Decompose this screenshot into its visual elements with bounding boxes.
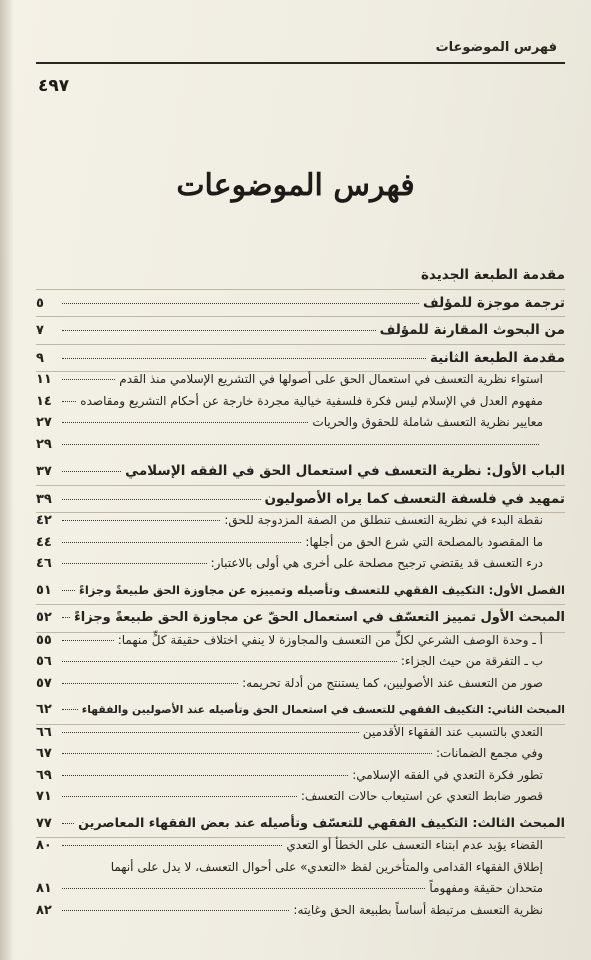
toc-entry-label: درء التعسف قد يقتضي ترجيح مصلحة على أخرى هي أولى بالاعتبار:: [210, 556, 543, 570]
toc-entry-label: صور من التعسف عند الأصوليين، كما يستنتج من أدلة تحريمه:: [242, 675, 543, 690]
toc-entry-label: استواء نظرية التعسف في استعمال الحق على أصولها في التشريع الإسلامي منذ القدم: [119, 372, 543, 386]
toc-entry-label: معايير نظرية التعسف شاملة للحقوق والحريات: [312, 415, 543, 429]
toc-entry-label: الباب الأول: نظرية التعسف في استعمال الحق في الفقه الإسلامي: [125, 463, 565, 479]
toc-entry-page: ٥٦: [36, 654, 52, 669]
toc-entry-label: التعدي بالتسبب عند الفقهاء الأقدمين: [362, 724, 543, 739]
dot-leader: [62, 823, 74, 824]
dot-leader: [62, 401, 76, 402]
dot-leader: [62, 499, 261, 500]
toc-entry: [36, 267, 565, 290]
toc-entry: [36, 633, 565, 655]
dot-leader: [62, 845, 282, 846]
toc-entry-page: ٦٩: [36, 767, 52, 783]
toc-entry-label: أ ـ وحدة الوصف الشرعي لكلٍّ من التعسف والمجاوزة لا ينفي اختلاف حقيقة كلٍّ منهما:: [117, 632, 543, 647]
page-gutter-shadow: [0, 0, 14, 960]
toc-entry-page: ٥٢: [36, 610, 52, 625]
toc-entry-label: إطلاق الفقهاء القدامى والمتأخرين لفظ «التعدي» على أحوال التعسف، لا يدل على أنهما: [110, 859, 543, 874]
toc-entry-label: المبحث الثاني: التكييف الفقهي للتعسف في استعمال الحق وتأصيله عند الأصوليين والفقهاء: [81, 703, 565, 716]
running-header-title: فهرس الموضوعات: [435, 40, 557, 55]
toc-entry-label: من البحوث المقارنة للمؤلف: [379, 322, 565, 338]
toc-entry-label: مقدمة الطبعة الجديدة: [420, 267, 565, 283]
toc-entry-label: مفهوم العدل في الإسلام ليس فكرة فلسفية خيالية مجردة خارجة عن أحكام التشريع ومقاصده: [80, 393, 543, 408]
dot-leader: [62, 590, 75, 591]
dot-leader: [62, 888, 425, 889]
toc-entry-page: ٣٩: [36, 491, 52, 507]
dot-leader: [62, 796, 297, 797]
toc-entry: [36, 415, 565, 437]
dot-leader: [62, 617, 70, 618]
toc-entry-label: مقدمة الطبعة الثانية: [429, 349, 565, 366]
toc-entry: [36, 610, 565, 633]
toc-entry: [36, 903, 565, 925]
toc-entry: [36, 702, 565, 725]
toc-entry-label: تمهيد في فلسفة التعسف كما يراه الأصوليون: [264, 490, 565, 507]
toc-entry-page: ٧٧: [36, 815, 52, 831]
dot-leader: [62, 303, 419, 304]
toc-entry-page: ١٤: [36, 393, 52, 409]
dot-leader: [62, 444, 539, 445]
toc-entry-label: ترجمة موجزة للمؤلف: [423, 294, 565, 311]
toc-entry: [36, 881, 565, 903]
page-number: ٤٩٧: [38, 76, 70, 96]
toc-entry: [36, 583, 565, 606]
dot-leader: [62, 422, 308, 423]
toc-entry: [36, 491, 565, 514]
toc-entry-page: ٧١: [36, 789, 52, 804]
toc-entry-label: نقطة البدء في نظرية التعسف تنطلق من الصفة المزدوجة للحق:: [224, 513, 543, 527]
dot-leader: [62, 471, 121, 472]
toc-entry: [36, 654, 565, 676]
toc-entry-label: متحدان حقيقة ومفهوماً: [429, 881, 543, 895]
toc-entry-page: ٦٦: [36, 724, 52, 740]
toc-entry: [36, 372, 565, 394]
toc-entry-label: قصور ضابط التعدي عن استيعاب حالات التعسف:: [300, 789, 543, 803]
toc-entry-label: نظرية التعسف مرتبطة أساساً بطبيعة الحق وغايته:: [293, 902, 543, 917]
toc-entry-page: ٤٦: [36, 556, 52, 571]
toc-entry-page: ٢٧: [36, 415, 52, 430]
toc-entry-label: المبحث الثالث: التكييف الفقهي للتعسّف وتأصيله عند بعض الفقهاء المعاصرين: [78, 815, 565, 831]
toc-entry-label: ب ـ التفرقة من حيث الجزاء:: [400, 654, 543, 668]
dot-leader: [62, 379, 115, 380]
dot-leader: [62, 775, 348, 776]
page-title: فهرس الموضوعات: [176, 168, 415, 203]
dot-leader: [62, 732, 359, 733]
dot-leader: [62, 753, 432, 754]
toc-entry-label: وفي مجمع الضمانات:: [436, 746, 543, 760]
dot-leader: [62, 640, 114, 641]
toc-entry: [36, 556, 565, 578]
toc-entry-page: ٥٧: [36, 675, 52, 691]
toc-entry: [36, 860, 565, 882]
toc-entry: [36, 768, 565, 790]
dot-leader: [62, 683, 238, 684]
dot-leader: [62, 910, 289, 911]
toc-entry-page: ٢٩: [36, 436, 52, 452]
toc-entry-page: ١١: [36, 372, 52, 387]
toc-entry: [36, 725, 565, 747]
dot-leader: [62, 520, 220, 521]
dot-leader: [62, 330, 376, 331]
dot-leader: [62, 542, 301, 543]
dot-leader: [62, 661, 397, 662]
toc-entry: [36, 746, 565, 768]
toc-entry: [36, 350, 565, 373]
toc-entry: [36, 789, 565, 811]
toc-entry: [36, 513, 565, 535]
toc-entry-page: ٨٢: [36, 902, 52, 918]
toc-entry-label: تطور فكرة التعدي في الفقه الإسلامي:: [352, 767, 543, 782]
dot-leader: [62, 563, 207, 564]
toc-entry-page: ٥٥: [36, 632, 52, 648]
toc-entry-page: ٤٤: [36, 534, 52, 550]
toc-entry-page: ٧: [36, 323, 44, 338]
toc-entry-page: ٥١: [36, 582, 52, 598]
toc-entry-page: ٤٢: [36, 513, 52, 528]
toc-entry-page: ٦٢: [36, 702, 52, 717]
table-of-contents: [36, 262, 565, 924]
toc-entry: [36, 838, 565, 860]
dot-leader: [62, 709, 78, 710]
toc-entry: [36, 295, 565, 318]
toc-entry-page: ٥: [36, 295, 44, 311]
toc-entry-label: ما المقصود بالمصلحة التي شرع الحق من أجلها:: [305, 534, 543, 549]
header-rule: [36, 62, 565, 64]
toc-entry-page: ٣٧: [36, 464, 52, 479]
toc-entry-page: ٨٠: [36, 838, 52, 853]
toc-entry-page: ٦٧: [36, 746, 52, 761]
toc-entry: [36, 535, 565, 557]
toc-entry: [36, 816, 565, 839]
toc-entry-label: المبحث الأول تمييز التعسّف في استعمال الحقّ عن مجاوزة الحق طبيعةً وجزاءً: [74, 610, 565, 625]
toc-entry: [36, 437, 565, 459]
toc-entry-page: ٨١: [36, 881, 52, 896]
toc-entry: [36, 322, 565, 345]
toc-entry: [36, 676, 565, 698]
toc-entry: [36, 463, 565, 486]
toc-entry-label: القضاء يؤيد عدم ابتناء التعسف على الخطأ أو التعدي: [286, 838, 543, 852]
toc-entry-label: الفصل الأول: التكييف الفقهي للتعسف وتأصيله وتمييزه عن مجاوزة الحق طبيعةً وجزاءً: [78, 582, 565, 597]
toc-entry-page: ٩: [36, 350, 44, 366]
toc-entry: [36, 394, 565, 416]
dot-leader: [62, 358, 426, 359]
